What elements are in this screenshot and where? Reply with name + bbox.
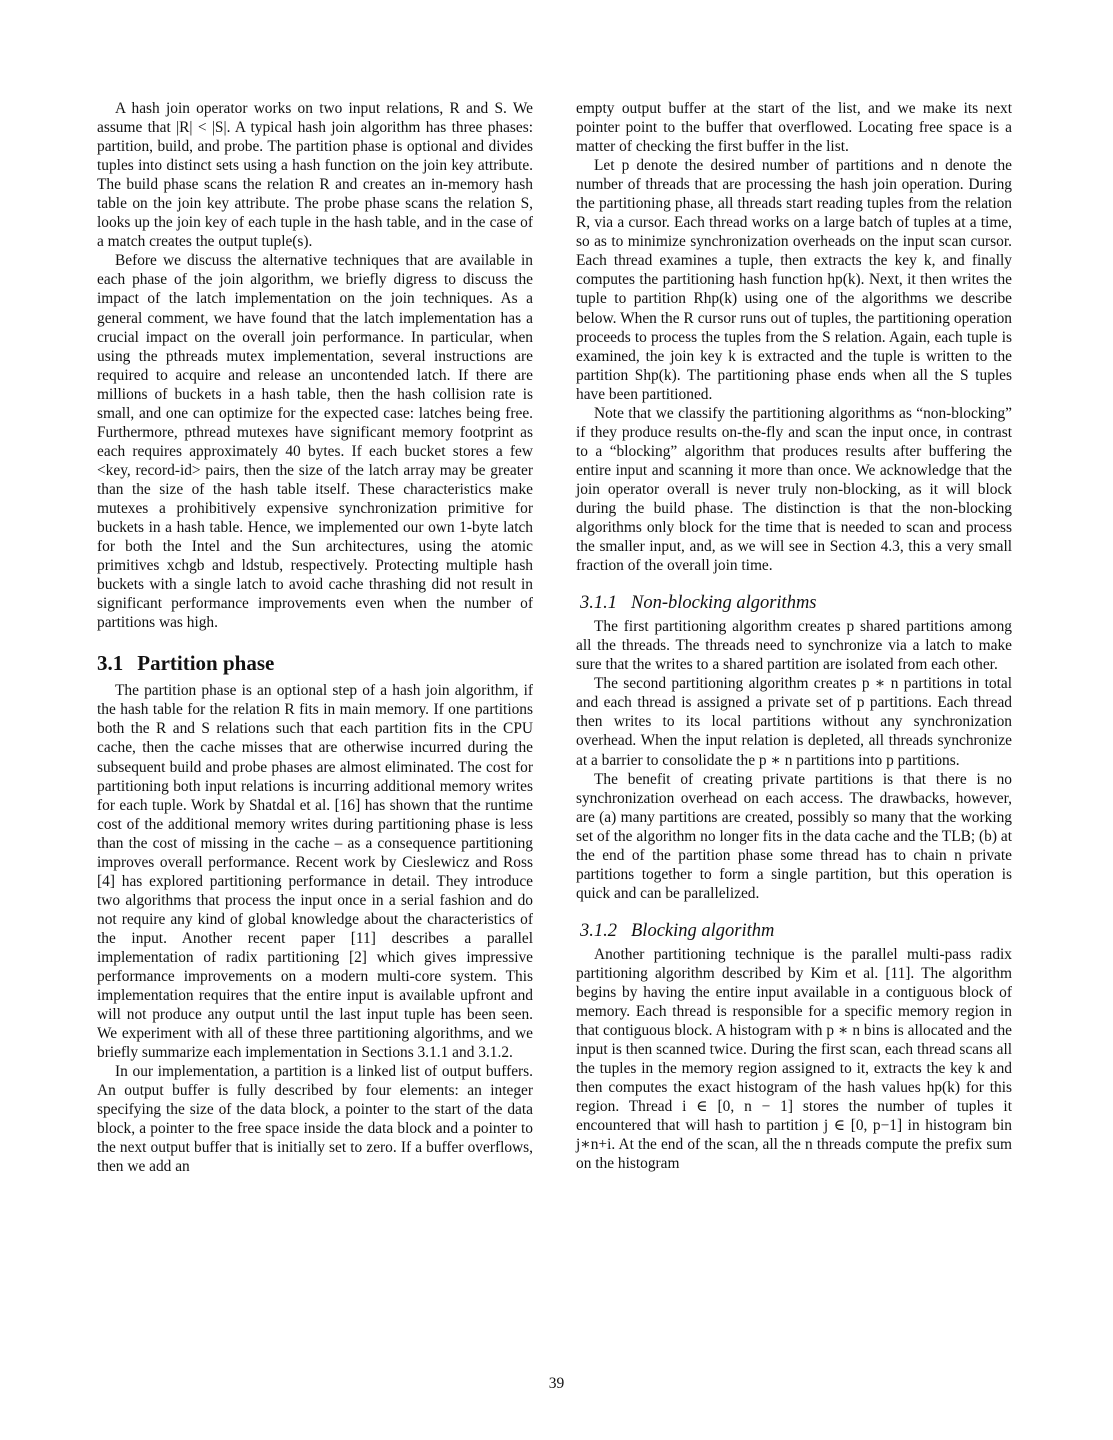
subsection-number: 3.1.1 bbox=[580, 593, 617, 614]
subsection-title: Blocking algorithm bbox=[631, 920, 775, 941]
right-column bbox=[576, 99, 1012, 1173]
paragraph: Note that we classify the partitioning algorithms as “non-blocking” if they produce results on-the-fly and scan the input once, in contrast to a “blocking” algorithm that produces results after buffering the entire input and scanning it more than once. We acknowledge that the join operator overall is never truly non-blocking, as it will block during the build phase. The distinction is that the non-blocking algorithms only block for the time that is needed to scan and process the smaller input, and, as we will see in Section 4.3, this a very small fraction of the overall join time. bbox=[576, 404, 1012, 575]
paragraph: empty output buffer at the start of the list, and we make its next pointer point to the buffer that overflowed. Locating free space is a matter of checking the first buffer in the list. bbox=[576, 100, 1012, 156]
subsection-number: 3.1.2 bbox=[580, 920, 617, 941]
paragraph: The partition phase is an optional step of a hash join algorithm, if the hash table for the relation R fits in main memory. If one partitions both the R and S relations such that each partition fits in the CPU cache, then the cache misses that are otherwise incurred during the subsequent build and probe phases are almost eliminated. The cost for partitioning both input relations is incurring additional memory writes for each tuple. Work by Shatdal et al. [16] has shown that the runtime cost of the additional memory writes during partitioning phase is less than the cost of missing in the cache – as a consequence partitioning improves overall performance. Recent work by Cieslewicz and Ross [4] has explored partitioning performance in detail. They introduce two algorithms that process the input once in a serial fashion and do not require any kind of global knowledge about the characteristics of the input. Another recent paper [11] describes a parallel implementation of radix partitioning [2] which gives impressive performance improvements on a modern multi-core system. This implementation requires that the entire input is available upfront and will not produce any output until the last input tuple has been seen. We experiment with all of these three partitioning algorithms, and we briefly summarize each implementation in Sections 3.1.1 and 3.1.2. bbox=[97, 682, 533, 1062]
paragraph: In our implementation, a partition is a linked list of output buffers. An output buffer is fully described by four elements: an integer specifying the size of the data block, a pointer to the start of the data block, a pointer to the free space inside the data block and a pointer to the next output buffer that is initially set to zero. If a buffer overflows, then we add an bbox=[97, 1063, 533, 1176]
section-heading bbox=[97, 651, 533, 675]
left-column bbox=[97, 99, 533, 1177]
paragraph: The benefit of creating private partitions is that there is no synchronization overhead on each access. The drawbacks, however, are (a) many partitions are created, possibly so many that the working set of the algorithm no longer fits in the data cache and the TLB; (b) at the end of the partition phase some thread has to chain n private partitions together to form a single partition, but this operation is quick and can be parallelized. bbox=[576, 770, 1012, 902]
paragraph: A hash join operator works on two input relations, R and S. We assume that |R| < |S|. A typical hash join algorithm has three phases: partition, build, and probe. The partition phase is optional and divides tuples into distinct sets using a hash function on the join key attribute. The build phase scans the relation R and creates an in-memory hash table on the join key attribute. The probe phase scans the relation S, looks up the join key of each tuple in the hash table, and in the case of a match creates the output tuple(s). bbox=[97, 100, 533, 251]
subsection-heading bbox=[580, 592, 1012, 614]
paragraph: The second partitioning algorithm creates p ∗ n partitions in total and each thread is assigned a private set of p partitions. Each thread then writes to its local partitions without any synchronization overhead. When the input relation is depleted, all threads synchronize at a barrier to consolidate the p ∗ n partitions into p partitions. bbox=[576, 675, 1012, 769]
page-number: 39 bbox=[548, 1375, 565, 1392]
paragraph: Another partitioning technique is the parallel multi-pass radix partitioning algorithm described by Kim et al. [11]. The algorithm begins by having the entire input available in a contiguous block of memory. Each thread is responsible for a specific memory region in that contiguous block. A histogram with p ∗ n bins is allocated and the input is then scanned twice. During the first scan, each thread scans all the tuples in the memory region assigned to it, extracts the key k and then computes the exact histogram of the hash values hp(k) for this region. Thread i ∈ [0, n − 1] stores the number of tuples it encountered that will hash to partition j ∈ [0, p−1] in histogram bin j∗n+i. At the end of the scan, all the n threads compute the prefix sum on the histogram bbox=[576, 945, 1012, 1173]
subsection-heading bbox=[580, 920, 1012, 942]
section-title: Partition phase bbox=[137, 651, 275, 676]
section-number: 3.1 bbox=[97, 651, 124, 676]
paragraph: The first partitioning algorithm creates p shared partitions among all the threads. The threads need to synchronize via a latch to make sure that the writes to a shared partition are isolated from each other. bbox=[576, 618, 1012, 674]
subsection-title: Non-blocking algorithms bbox=[631, 593, 817, 614]
paragraph: Let p denote the desired number of partitions and n denote the number of threads that are processing the hash join operation. During the partitioning phase, all threads start reading tuples from the relation R, via a cursor. Each thread works on a large batch of tuples at a time, so as to minimize synchronization overheads on the input scan cursor. Each thread examines a tuple, then extracts the key k, and finally computes the partitioning hash function hp(k). Next, it then writes the tuple to partition Rhp(k) using one of the algorithms we describe below. When the R cursor runs out of tuples, the partitioning operation proceeds to process the tuples from the S relation. Again, each tuple is examined, the join key k is extracted and the tuple is written to the partition Shp(k). The partitioning phase ends when all the S tuples have been partitioned. bbox=[576, 157, 1012, 403]
paragraph: Before we discuss the alternative techniques that are available in each phase of the join algorithm, we briefly digress to discuss the impact of the latch implementation on the join techniques. As a general comment, we have found that the latch implementation has a crucial impact on the overall join performance. In particular, when using the pthreads mutex implementation, several instructions are required to acquire and release an uncontended latch. If there are millions of buckets in a hash table, then the hash collision rate is small, and one can optimize for the expected case: latches being free. Furthermore, pthread mutexes have significant memory footprint as each requires approximately 40 bytes. If each bucket stores a few <key, record-id> pairs, then the size of the latch array may be greater than the size of the hash table itself. These characteristics make mutexes a prohibitively expensive synchronization primitive for buckets in a hash table. Hence, we implemented our own 1-byte latch for both the Intel and the Sun architectures, using the atomic primitives xchgb and ldstub, respectively. Protecting multiple hash buckets with a single latch to avoid cache thrashing did not result in significant performance improvements even when the number of partitions was high. bbox=[97, 252, 533, 632]
